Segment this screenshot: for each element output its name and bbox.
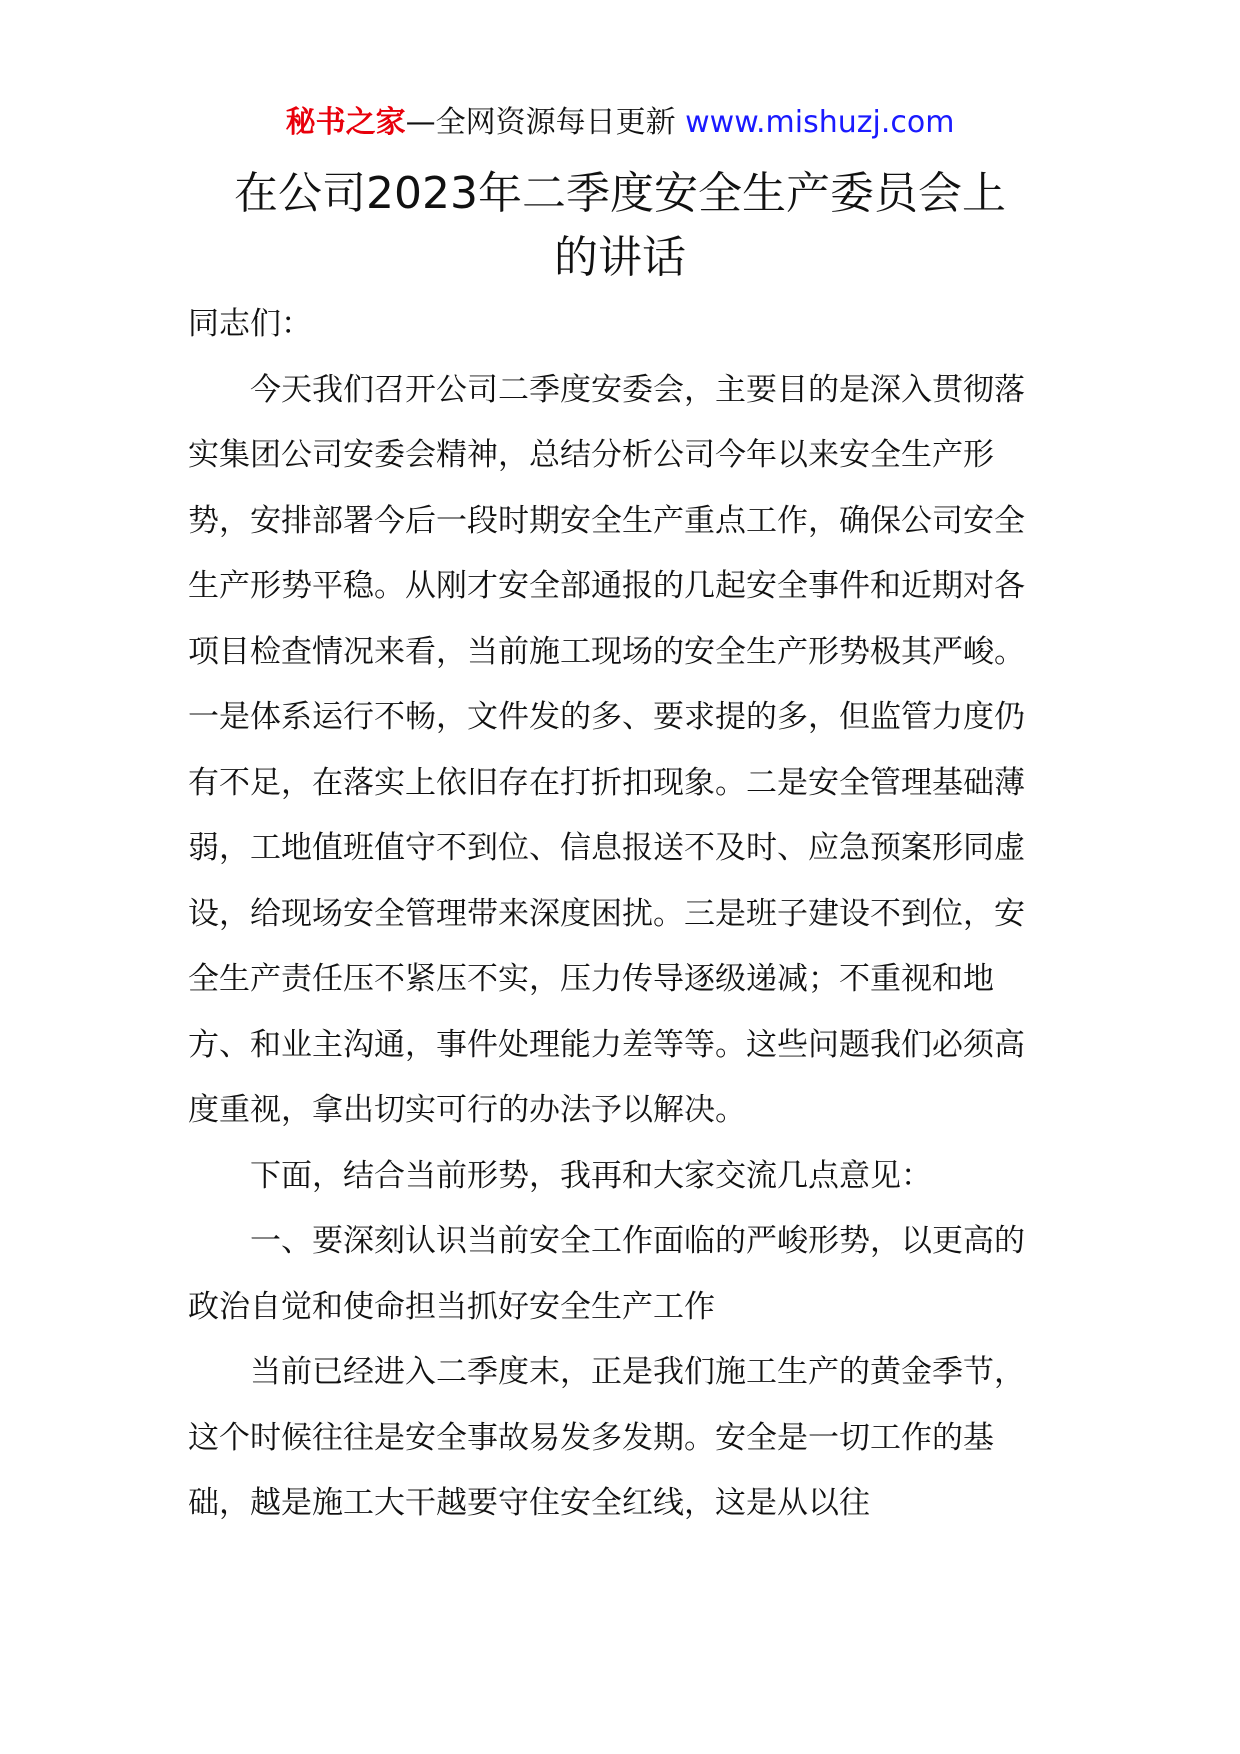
- site-url[interactable]: www.mishuzj.com: [685, 105, 955, 140]
- document-body: [188, 292, 1048, 1537]
- paragraph: 当前已经进入二季度末，正是我们施工生产的黄金季节，这个时候往往是安全事故易发多发期。安全是一切工作的基础，越是施工大干越要守住安全红线，这是从以往: [188, 1354, 1025, 1521]
- title-line-1: 在公司2023年二季度安全生产委员会上: [234, 168, 1006, 219]
- paragraph: 今天我们召开公司二季度安委会，主要目的是深入贯彻落实集团公司安委会精神，总结分析公司今年以来安全生产形势，安排部署今后一段时期安全生产重点工作，确保公司安全生产形势平稳。从刚才安全部通报的几起安全事件和近期对各项目检查情况来看，当前施工现场的安全生产形势极其严峻。一是体系运行不畅，文件发的多、要求提的多，但监管力度仍有不足，在落实上依旧存在打折扣现象。二是安全管理基础薄弱，工地值班值守不到位、信息报送不及时、应急预案形同虚设，给现场安全管理带来深度困扰。三是班子建设不到位，安全生产责任压不紧压不实，压力传导逐级递减；不重视和地方、和业主沟通，事件处理能力差等等。这些问题我们必须高度重视，拿出切实可行的办法予以解决。: [188, 371, 1025, 1128]
- document-title: [140, 162, 1100, 290]
- section-heading: 一、要深刻认识当前安全工作面临的严峻形势，以更高的政治自觉和使命担当抓好安全生产工作: [188, 1223, 1025, 1325]
- paragraph: 下面，结合当前形势，我再和大家交流几点意见：: [250, 1157, 932, 1194]
- salutation: 同志们：: [188, 306, 312, 342]
- site-slogan: —全网资源每日更新: [405, 105, 686, 140]
- site-header: [0, 100, 1240, 146]
- site-brand: 秘书之家: [285, 105, 406, 140]
- title-line-2: 的讲话: [554, 232, 686, 283]
